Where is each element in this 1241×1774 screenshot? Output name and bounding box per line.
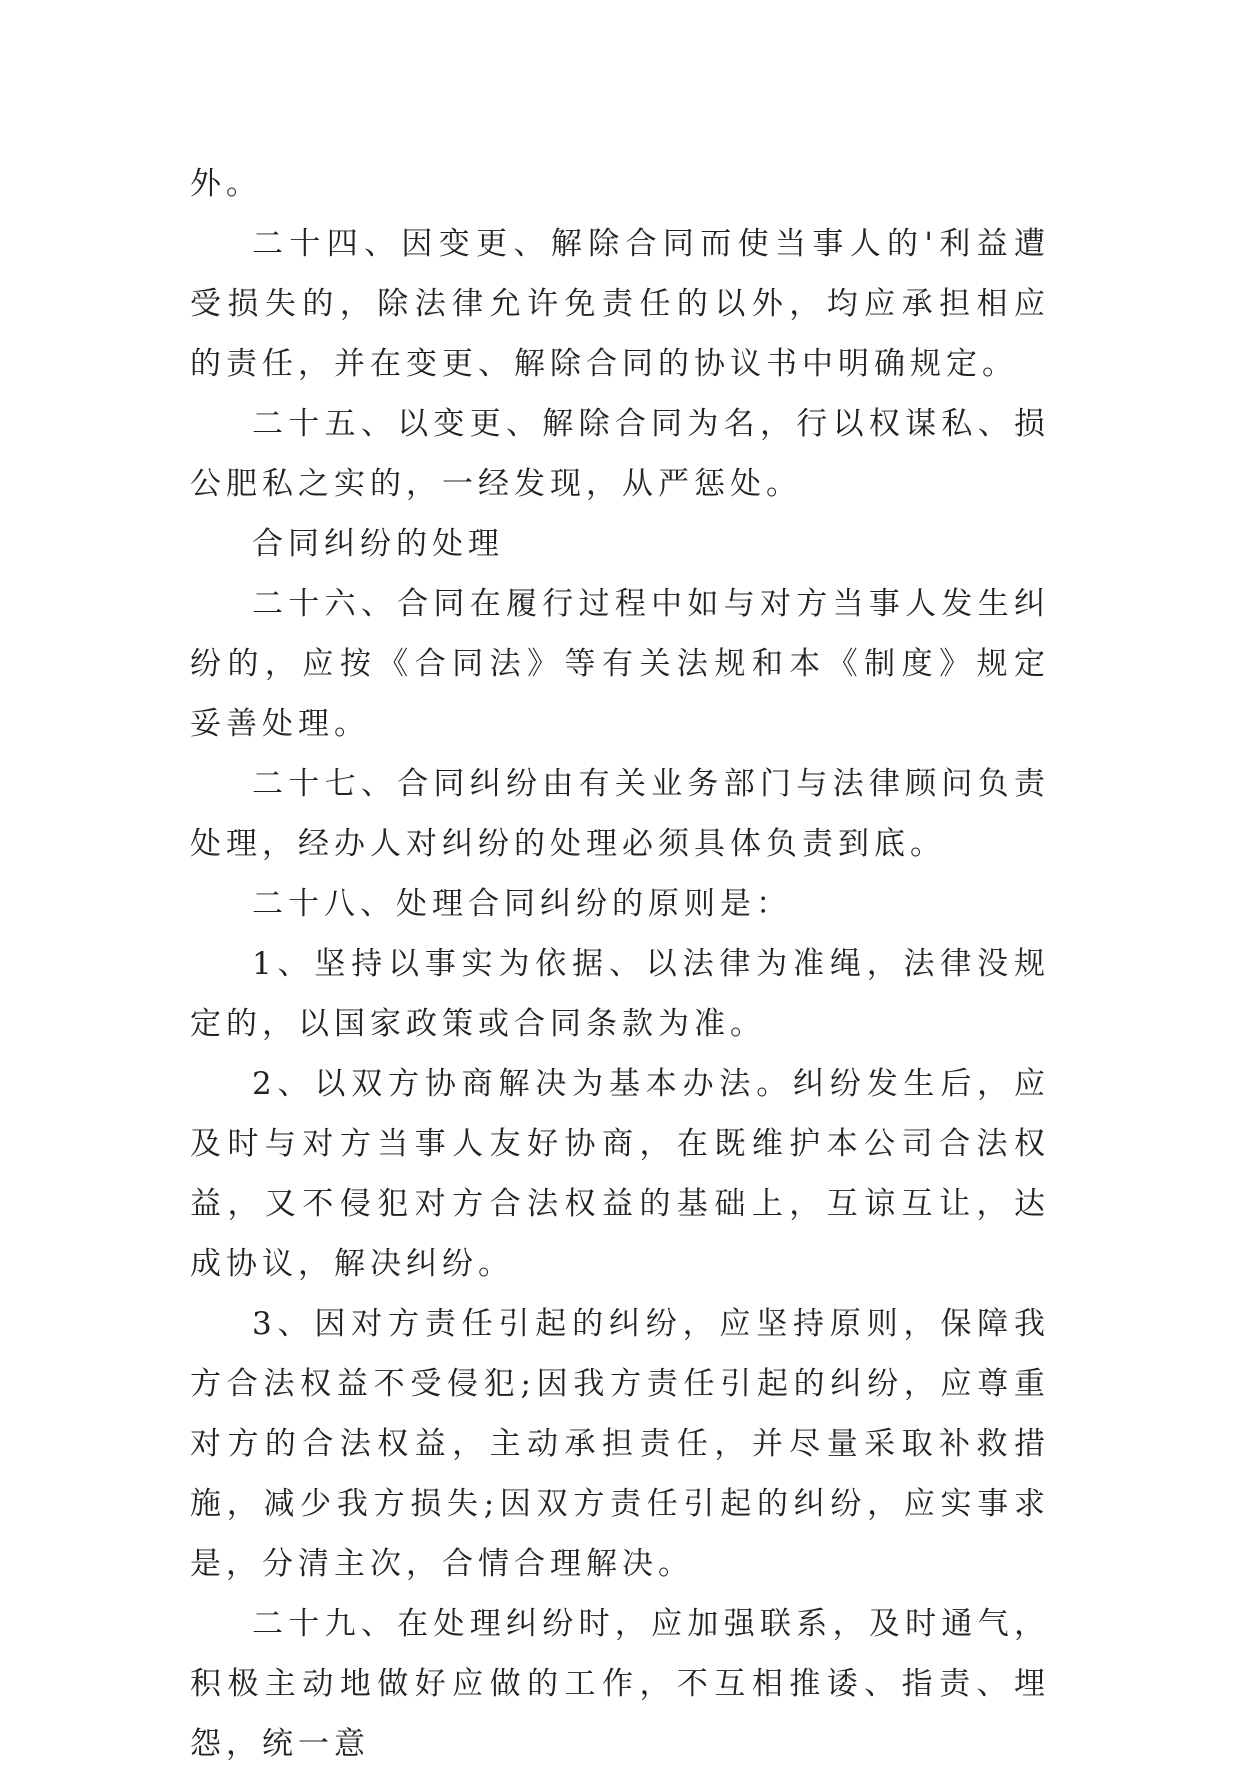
document-body [190,154,1050,1774]
section-heading-dispute-handling: 合同纠纷的处理 [252,526,504,562]
paragraph-continuation: 外。 [190,166,262,202]
paragraph-article-25: 二十五、以变更、解除合同为名，行以权谋私、损公肥私之实的，一经发现，从严惩处。 [190,406,1050,502]
paragraph-article-28: 二十八、处理合同纠纷的原则是： [252,886,792,922]
paragraph-article-24: 二十四、因变更、解除合同而使当事人的'利益遭受损失的，除法律允许免责任的以外，均应承担相应的责任，并在变更、解除合同的协议书中明确规定。 [190,226,1050,382]
paragraph-article-29: 二十九、在处理纠纷时，应加强联系，及时通气，积极主动地做好应做的工作，不互相推诿、指责、埋怨，统一意 [190,1606,1050,1762]
paragraph-article-27: 二十七、合同纠纷由有关业务部门与法律顾问负责处理，经办人对纠纷的处理必须具体负责到底。 [190,766,1050,862]
paragraph-article-26: 二十六、合同在履行过程中如与对方当事人发生纠纷的，应按《合同法》等有关法规和本《制度》规定妥善处理。 [190,586,1050,742]
paragraph-principle-3: 3、因对方责任引起的纠纷，应坚持原则，保障我方合法权益不受侵犯;因我方责任引起的纠纷，应尊重对方的合法权益，主动承担责任，并尽量采取补救措施，减少我方损失;因双方责任引起的纠纷，应实事求是，分清主次，合情合理解决。 [190,1306,1050,1582]
paragraph-principle-1: 1、坚持以事实为依据、以法律为准绳，法律没规定的，以国家政策或合同条款为准。 [190,946,1050,1042]
paragraph-principle-2: 2、以双方协商解决为基本办法。纠纷发生后，应及时与对方当事人友好协商，在既维护本公司合法权益，又不侵犯对方合法权益的基础上，互谅互让，达成协议，解决纠纷。 [190,1066,1050,1282]
